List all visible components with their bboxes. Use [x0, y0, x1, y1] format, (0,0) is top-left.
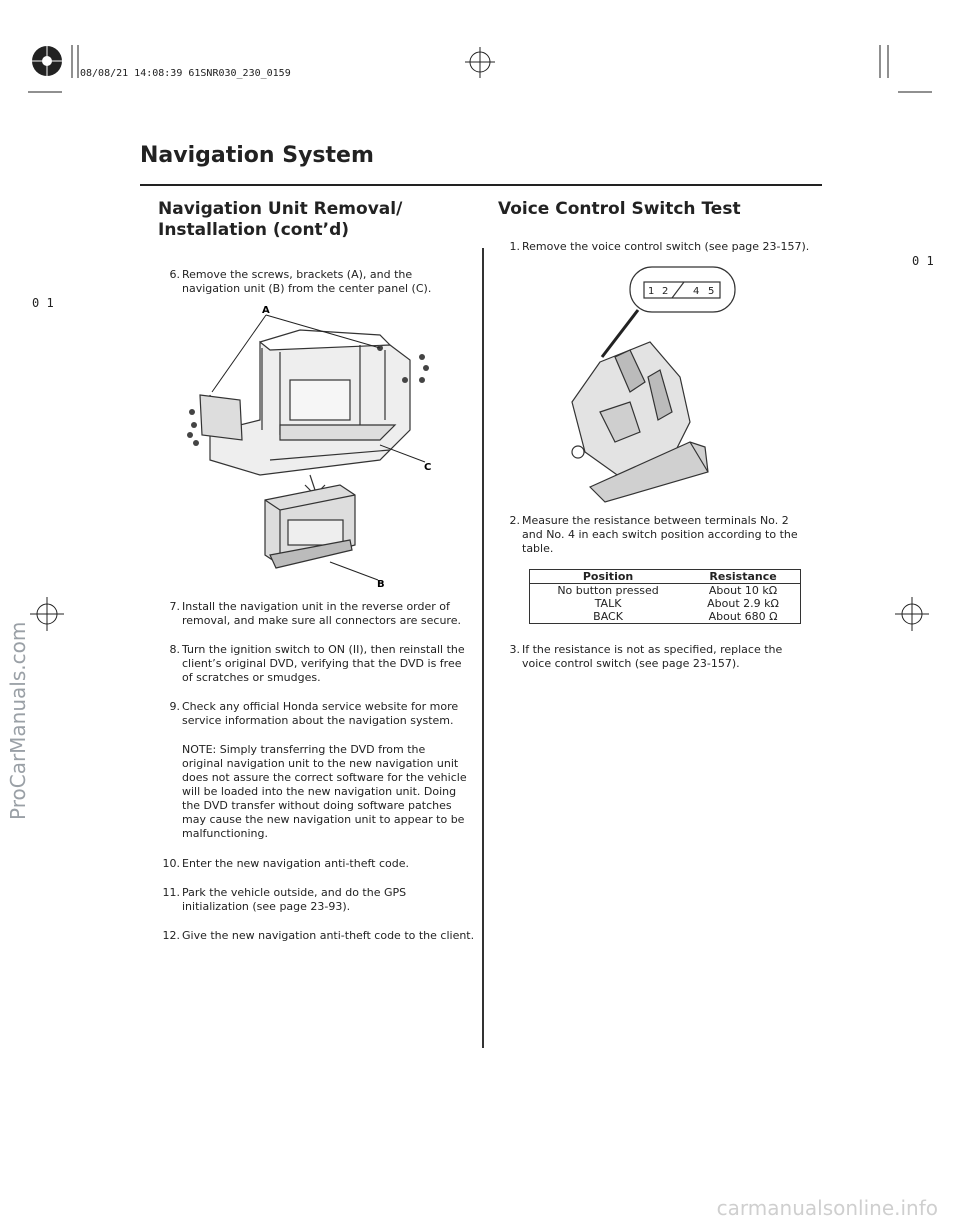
table-header-row [530, 570, 801, 584]
navigation-unit-figure [180, 300, 450, 590]
terminal-1: 1 [648, 286, 655, 297]
column-divider [482, 248, 484, 1048]
step-8: 8. Turn the ignition switch to ON (II), then reinstall the client’s original DVD, verifying that the DVD is free of scratches or smudges. [169, 643, 465, 684]
table-row: TALK About 2.9 kΩ [530, 597, 801, 610]
margin-mark-right: 0 1 [912, 254, 934, 268]
footer-watermark: carmanualsonline.info [716, 1196, 938, 1220]
step-7: 7. Install the navigation unit in the reverse order of removal, and make sure all connectors are secure. [169, 600, 461, 627]
note-block: NOTE: Simply transferring the DVD from the original navigation unit to the new navigation unit does not assure the correct software for the vehicle will be loaded into the new navigation unit. Doing the DVD transfer without doing software patches may cause the new navigation unit to appear to be malfunctioning. [182, 743, 467, 840]
terminal-5: 5 [708, 286, 715, 297]
header-resistance: Resistance [686, 570, 800, 584]
right-step-1: 1. Remove the voice control switch (see page 23-157). [509, 240, 810, 253]
header-position: Position [530, 570, 687, 584]
table-row: No button pressed About 10 kΩ [530, 584, 801, 598]
table-row: BACK About 680 Ω [530, 610, 801, 624]
step-6: 6. Remove the screws, brackets (A), and the navigation unit (B) from the center panel (C). [169, 268, 432, 295]
label-b: B [377, 579, 385, 590]
label-a: A [262, 305, 270, 316]
right-section-heading: Voice Control Switch Test [498, 199, 741, 219]
title-rule [140, 184, 822, 186]
label-c: C [424, 462, 432, 473]
right-step-3: 3. If the resistance is not as specified, replace the voice control switch (see page 23-157). [509, 643, 783, 670]
step-9: 9. Check any official Honda service website for more service information about the navigation system. [169, 700, 459, 727]
print-stamp: 08/08/21 14:08:39 61SNR030_230_0159 [80, 68, 291, 79]
terminal-4: 4 [693, 286, 700, 297]
margin-mark-left: 0 1 [32, 296, 54, 310]
terminal-2: 2 [662, 286, 669, 297]
step-10: 10. Enter the new navigation anti-theft code. [162, 857, 409, 870]
right-step-2: 2. Measure the resistance between terminals No. 2 and No. 4 in each switch position according to the table. [509, 514, 798, 555]
side-watermark: ProCarManuals.com [6, 621, 30, 820]
page-title: Navigation System [140, 143, 374, 168]
voice-switch-figure [560, 262, 740, 512]
step-12: 12. Give the new navigation anti-theft code to the client. [162, 929, 475, 942]
resistance-table [529, 569, 801, 624]
left-section-heading: Navigation Unit Removal/ Installation (cont’d) [158, 199, 403, 240]
step-11: 11. Park the vehicle outside, and do the GPS initialization (see page 23-93). [162, 886, 407, 913]
